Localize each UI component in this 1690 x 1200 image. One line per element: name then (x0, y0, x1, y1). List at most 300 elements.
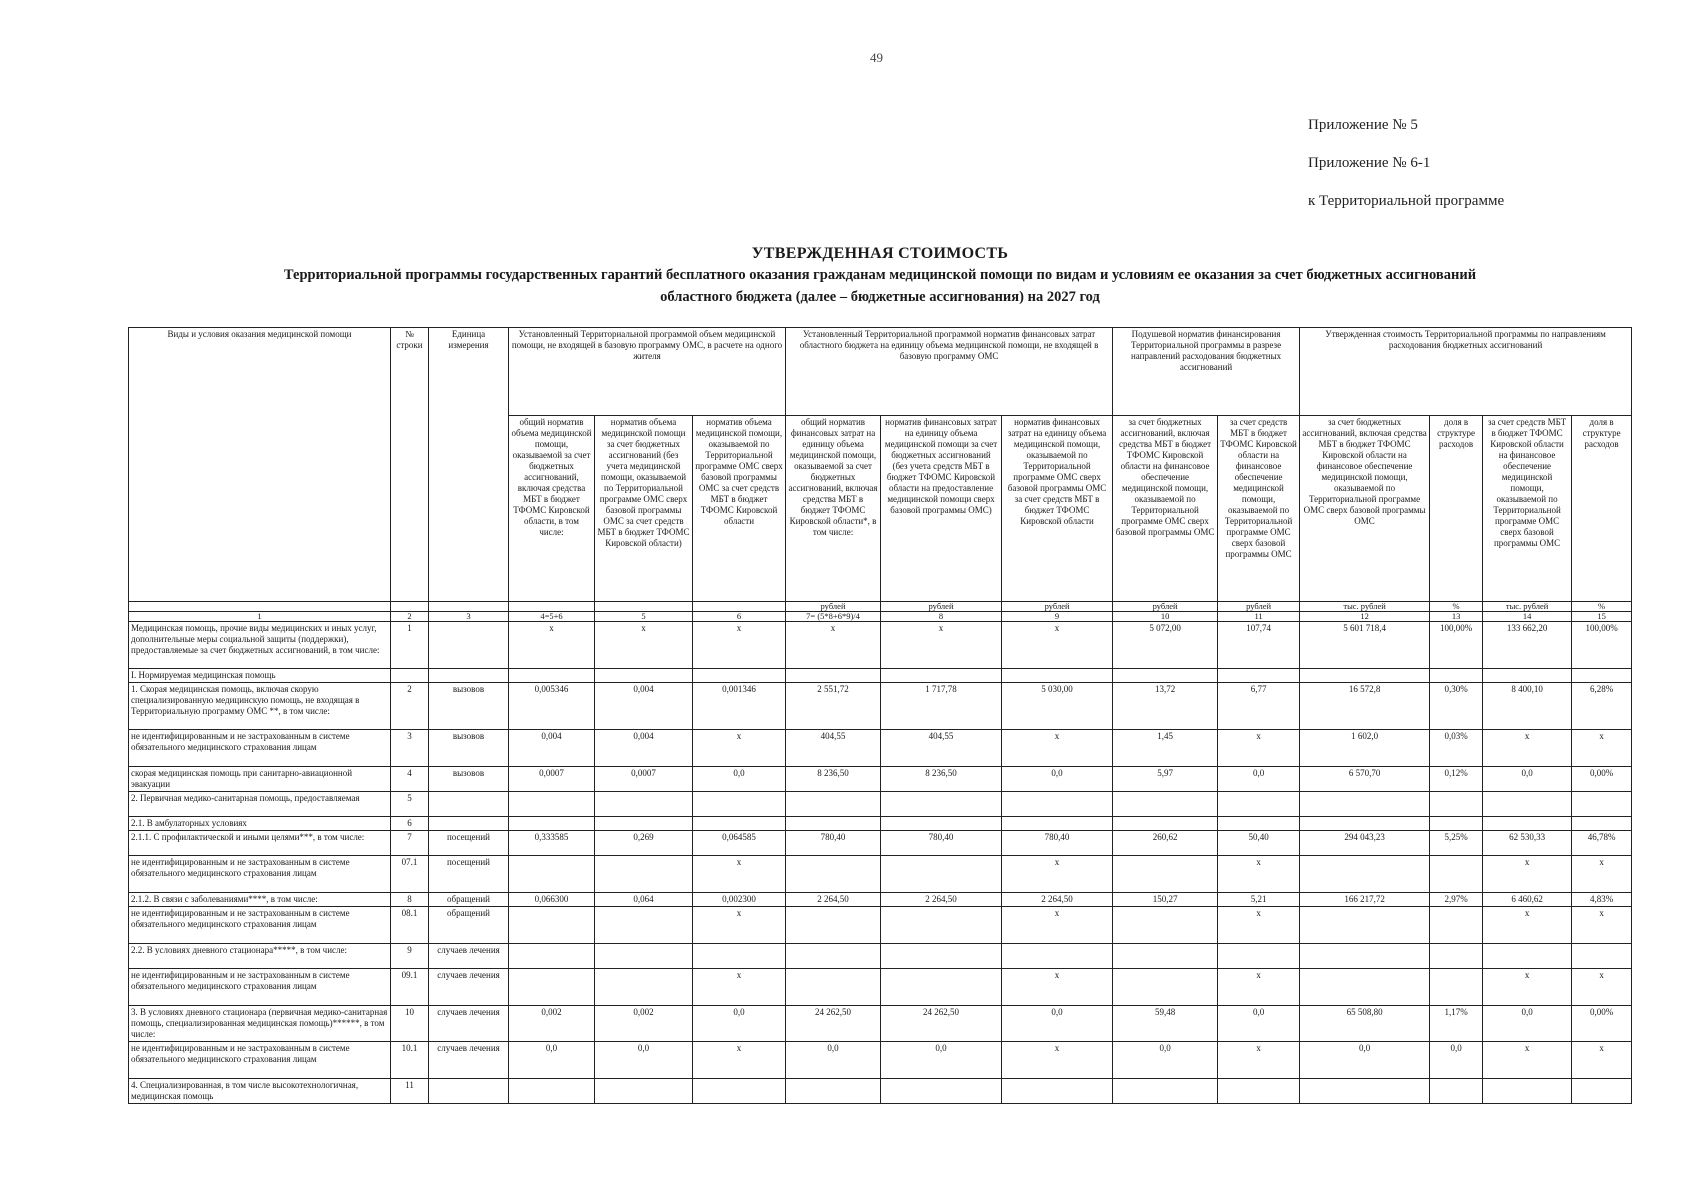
table-cell: 0,12% (1430, 767, 1483, 792)
table-cell: I. Нормируемая медицинская помощь (129, 669, 391, 683)
table-cell: 0,30% (1430, 683, 1483, 730)
table-cell: x (1002, 1042, 1113, 1079)
table-body (129, 602, 1632, 1104)
table-cell: рублей (881, 602, 1002, 612)
table-cell (786, 856, 881, 893)
table-cell: рублей (1218, 602, 1300, 612)
table-cell (1300, 792, 1430, 817)
table-cell: 50,40 (1218, 831, 1300, 856)
table-cell (881, 944, 1002, 969)
table-cell: 8 236,50 (881, 767, 1002, 792)
table-cell: 16 572,8 (1300, 683, 1430, 730)
subheader-c10: за счет бюджетных ассигнований, включая средства МБТ в бюджет ТФОМС Кировской области на финансовое обеспечение медицинской помощи, оказываемой по Территориальной программе ОМС сверх базовой программы ОМС (1113, 416, 1218, 602)
table-cell: 0,004 (595, 683, 693, 730)
table-cell: 0,0 (1483, 767, 1572, 792)
header-kinds: Виды и условия оказания медицинской помощи (129, 328, 391, 602)
table-cell: 10 (1113, 612, 1218, 622)
table-cell: 12 (1300, 612, 1430, 622)
table-cell (881, 669, 1002, 683)
table-cell: x (1572, 907, 1632, 944)
table-cell (786, 1079, 881, 1104)
table-cell: 7 (391, 831, 429, 856)
table-cell (1300, 817, 1430, 831)
table-cell: x (881, 622, 1002, 669)
table-cell (429, 622, 509, 669)
table-cell (595, 856, 693, 893)
table-cell: 14 (1483, 612, 1572, 622)
table-cell: 4. Специализированная, в том числе высокотехнологичная, медицинская помощь (129, 1079, 391, 1104)
table-row (129, 622, 1632, 669)
table-cell: 8 (881, 612, 1002, 622)
table-cell: 4 (391, 767, 429, 792)
table-cell (429, 792, 509, 817)
header-per-capita: Подушевой норматив финансирования Территориальной программы в разрезе направлений расходования бюджетных ассигнований (1113, 328, 1300, 416)
appendix-line-1: Приложение № 5 (1308, 117, 1418, 133)
table-cell: 0,001346 (693, 683, 786, 730)
table-cell: вызовов (429, 683, 509, 730)
table-cell: 46,78% (1572, 831, 1632, 856)
table-cell: 0,002300 (693, 893, 786, 907)
table-cell: 0,064585 (693, 831, 786, 856)
table-cell (509, 792, 595, 817)
table-cell (1300, 856, 1430, 893)
table-cell: 5,21 (1218, 893, 1300, 907)
table-cell: Медицинская помощь, прочие виды медицинских и иных услуг, дополнительные меры социальной защиты (поддержки), предоставляемые за счет бюджетных ассигнований, в том числе: (129, 622, 391, 669)
table-cell: x (693, 1042, 786, 1079)
table-cell (1113, 856, 1218, 893)
table-cell (1572, 1079, 1632, 1104)
table-cell: 24 262,50 (881, 1006, 1002, 1042)
table-cell (1218, 669, 1300, 683)
table-cell: скорая медицинская помощь при санитарно-авиационной эвакуации (129, 767, 391, 792)
table-header-row (129, 328, 1632, 416)
table-cell: 24 262,50 (786, 1006, 881, 1042)
table-cell: 65 508,80 (1300, 1006, 1430, 1042)
table-cell: 13 (1430, 612, 1483, 622)
subheader-c13: доля в структуре расходов (1430, 416, 1483, 602)
table-cell: тыс. рублей (1300, 602, 1430, 612)
appendix-line-2: Приложение № 6-1 (1308, 155, 1431, 171)
table-cell: 4=5+6 (509, 612, 595, 622)
table-cell: вызовов (429, 767, 509, 792)
table-cell (429, 669, 509, 683)
table-cell: 11 (1218, 612, 1300, 622)
table-cell (1113, 792, 1218, 817)
table-cell (1113, 817, 1218, 831)
table-cell: x (1572, 730, 1632, 767)
subheader-c14: за счет средств МБТ в бюджет ТФОМС Кировской области на финансовое обеспечение медицинской помощи, оказываемой по Территориальной программе ОМС сверх базовой программы ОМС (1483, 416, 1572, 602)
table-cell: x (693, 969, 786, 1006)
table-row (129, 1006, 1632, 1042)
table-cell: 3. В условиях дневного стационара (первичная медико-санитарная помощь, специализированная медицинская помощь)******, в том числе: (129, 1006, 391, 1042)
table-cell: x (595, 622, 693, 669)
table-cell (595, 817, 693, 831)
table-cell: 1 717,78 (881, 683, 1002, 730)
table-cell (1483, 944, 1572, 969)
table-cell: 0,333585 (509, 831, 595, 856)
table-cell: 2.1.2. В связи с заболеваниями****, в том числе: (129, 893, 391, 907)
subheader-c9: норматив финансовых затрат на единицу объема медицинской помощи, оказываемой по Территориальной программе ОМС сверх базовой программы ОМС за счет средств МБТ в бюджет ТФОМС Кировской области (1002, 416, 1113, 602)
table-cell: 0,0007 (509, 767, 595, 792)
table-cell: 2,97% (1430, 893, 1483, 907)
table-cell: рублей (1002, 602, 1113, 612)
table-cell: 5 601 718,4 (1300, 622, 1430, 669)
table-cell (786, 669, 881, 683)
table-cell: 150,27 (1113, 893, 1218, 907)
table-cell (1483, 817, 1572, 831)
table-cell (429, 1079, 509, 1104)
subheader-c5: норматив объема медицинской помощи за счет бюджетных ассигнований (без учета медицинской помощи, оказываемой по Территориальной программе ОМС сверх базовой программы ОМС за счет средств МБТ в бюджет ТФОМС Кировской области) (595, 416, 693, 602)
table-cell: 0,004 (509, 730, 595, 767)
subheader-c15: доля в структуре расходов (1572, 416, 1632, 602)
table-cell: 2 (391, 683, 429, 730)
table-row (129, 831, 1632, 856)
table-cell: x (1572, 856, 1632, 893)
table-cell (693, 944, 786, 969)
title-main: УТВЕРЖДЕННАЯ СТОИМОСТЬ (751, 245, 1009, 262)
table-row (129, 669, 1632, 683)
table-cell (1430, 856, 1483, 893)
table-cell: x (1218, 1042, 1300, 1079)
cost-table (128, 327, 1632, 1104)
table-cell (786, 944, 881, 969)
table-cell: 0,0 (1430, 1042, 1483, 1079)
table-cell: 6 460,62 (1483, 893, 1572, 907)
table-cell: 6 (391, 817, 429, 831)
table-cell (881, 907, 1002, 944)
table-cell (1300, 969, 1430, 1006)
subheader-c12: за счет бюджетных ассигнований, включая средства МБТ в бюджет ТФОМС Кировской области на финансовое обеспечение медицинской помощи, оказываемой по Территориальной программе ОМС сверх базовой программы ОМС (1300, 416, 1430, 602)
table-cell: 6 (693, 612, 786, 622)
table-cell: случаев лечения (429, 1042, 509, 1079)
table-row (129, 969, 1632, 1006)
table-row (129, 907, 1632, 944)
table-cell (693, 669, 786, 683)
table-cell: 0,002 (509, 1006, 595, 1042)
table-cell: тыс. рублей (1483, 602, 1572, 612)
table-cell (391, 669, 429, 683)
table-cell: рублей (1113, 602, 1218, 612)
table-row (129, 944, 1632, 969)
table-cell: 0,0 (1002, 1006, 1113, 1042)
table-cell (595, 669, 693, 683)
header-unit: Единица измерения (429, 328, 509, 602)
table-cell: 10 (391, 1006, 429, 1042)
table-cell (509, 1079, 595, 1104)
table-cell: 2 (391, 612, 429, 622)
table-cell: 260,62 (1113, 831, 1218, 856)
table-cell: 15 (1572, 612, 1632, 622)
table-cell (129, 602, 391, 612)
table-row (129, 893, 1632, 907)
table-cell: не идентифицированным и не застрахованным в системе обязательного медицинского страхования лицам (129, 856, 391, 893)
table-cell (1483, 1079, 1572, 1104)
table-cell: 133 662,20 (1483, 622, 1572, 669)
page-number: 49 (870, 50, 883, 65)
table-cell (1430, 944, 1483, 969)
table-cell: 404,55 (881, 730, 1002, 767)
table-cell (1483, 792, 1572, 817)
table-row (129, 856, 1632, 893)
table-row (129, 767, 1632, 792)
table-cell: 2.1.1. С профилактической и иными целями***, в том числе: (129, 831, 391, 856)
table-cell: 0,0 (881, 1042, 1002, 1079)
table-cell (881, 817, 1002, 831)
table-cell: 0,269 (595, 831, 693, 856)
table-cell: x (1218, 969, 1300, 1006)
table-cell: 5,25% (1430, 831, 1483, 856)
table-cell: 1 602,0 (1300, 730, 1430, 767)
table-cell: 100,00% (1572, 622, 1632, 669)
table-cell: x (1218, 907, 1300, 944)
table-cell: 0,00% (1572, 767, 1632, 792)
table-cell: 6,77 (1218, 683, 1300, 730)
table-cell: 0,0 (693, 767, 786, 792)
table-cell: 0,0 (1002, 767, 1113, 792)
table-cell (595, 1079, 693, 1104)
table-cell: 5 030,00 (1002, 683, 1113, 730)
table-cell (1300, 669, 1430, 683)
table-cell: x (1572, 1042, 1632, 1079)
table-cell: 0,0 (1218, 767, 1300, 792)
table-cell (509, 669, 595, 683)
table-cell: 0,0 (693, 1006, 786, 1042)
table-cell: 0,004 (595, 730, 693, 767)
table-cell (1483, 669, 1572, 683)
table-cell (881, 856, 1002, 893)
table-cell (693, 1079, 786, 1104)
table-cell (881, 792, 1002, 817)
table-cell (1300, 1079, 1430, 1104)
header-volume: Установленный Территориальной программой объем медицинской помощи, не входящей в базовую программу ОМС, в расчете на одного жителя (509, 328, 786, 416)
table-cell (693, 602, 786, 612)
table-cell (786, 792, 881, 817)
table-cell (1113, 1079, 1218, 1104)
table-cell (1572, 817, 1632, 831)
table-cell: x (693, 730, 786, 767)
table-cell (595, 944, 693, 969)
table-cell (509, 907, 595, 944)
table-cell: 0,0 (595, 1042, 693, 1079)
table-cell: 0,064 (595, 893, 693, 907)
table-cell: 5 (391, 792, 429, 817)
table-cell (595, 602, 693, 612)
table-cell: 780,40 (786, 831, 881, 856)
table-cell: 09.1 (391, 969, 429, 1006)
table-cell: 8 400,10 (1483, 683, 1572, 730)
table-cell (509, 944, 595, 969)
table-cell: 1,17% (1430, 1006, 1483, 1042)
table-cell: 780,40 (881, 831, 1002, 856)
table-cell: 166 217,72 (1300, 893, 1430, 907)
table-cell: x (1218, 856, 1300, 893)
table-cell: 9 (1002, 612, 1113, 622)
table-cell: 3 (391, 730, 429, 767)
table-cell (1113, 907, 1218, 944)
table-cell: не идентифицированным и не застрахованным в системе обязательного медицинского страхования лицам (129, 907, 391, 944)
table-cell: 0,0 (1300, 1042, 1430, 1079)
table-cell: случаев лечения (429, 944, 509, 969)
table-cell: x (509, 622, 595, 669)
table-cell: 2 551,72 (786, 683, 881, 730)
table-cell: 1 (129, 612, 391, 622)
table-cell (1218, 817, 1300, 831)
table-cell: x (1483, 1042, 1572, 1079)
table-cell: не идентифицированным и не застрахованным в системе обязательного медицинского страхования лицам (129, 969, 391, 1006)
table-cell: 0,00% (1572, 1006, 1632, 1042)
table-cell: 1. Скорая медицинская помощь, включая скорую специализированную медицинскую помощь, не входящая в Территориальную программу ОМС **, в том числе: (129, 683, 391, 730)
table-cell: 4,83% (1572, 893, 1632, 907)
units-row (129, 602, 1632, 612)
table-cell: 9 (391, 944, 429, 969)
table-cell: посещений (429, 831, 509, 856)
table-cell (1430, 669, 1483, 683)
table-cell: 10.1 (391, 1042, 429, 1079)
subheader-c7: общий норматив финансовых затрат на единицу объема медицинской помощи, оказываемой за счет бюджетных ассигнований, включая средства МБТ в бюджет ТФОМС Кировской области*, в том числе: (786, 416, 881, 602)
table-cell: 07.1 (391, 856, 429, 893)
table-cell: x (1483, 856, 1572, 893)
table-cell (1002, 944, 1113, 969)
table-cell (595, 907, 693, 944)
table-cell: 0,0007 (595, 767, 693, 792)
table-row (129, 1079, 1632, 1104)
table-cell (1002, 817, 1113, 831)
table-cell: 7= (5*8+6*9)/4 (786, 612, 881, 622)
table-cell: 59,48 (1113, 1006, 1218, 1042)
table-cell (595, 792, 693, 817)
table-cell (1430, 969, 1483, 1006)
table-cell: x (1002, 730, 1113, 767)
table-cell: 5 072,00 (1113, 622, 1218, 669)
table-cell (1430, 907, 1483, 944)
table-cell: 0,005346 (509, 683, 595, 730)
table-cell: 2 264,50 (1002, 893, 1113, 907)
table-cell (429, 817, 509, 831)
table-cell: 11 (391, 1079, 429, 1104)
header-row-no: № строки (391, 328, 429, 602)
table-cell: 100,00% (1430, 622, 1483, 669)
subheader-c6: норматив объема медицинской помощи, оказываемой по Территориальной программе ОМС сверх базовой программы ОМС за счет средств МБТ в бюджет ТФОМС Кировской области (693, 416, 786, 602)
table-cell: % (1572, 602, 1632, 612)
table-cell: 2.2. В условиях дневного стационара*****, в том числе: (129, 944, 391, 969)
subheader-c8: норматив финансовых затрат на единицу объема медицинской помощи за счет бюджетных ассигнований (без учета средств МБТ в бюджет ТФОМС Кировской области на предоставление медицинской помощи сверх базовой программы ОМС) (881, 416, 1002, 602)
table-cell (1218, 1079, 1300, 1104)
appendix-line-3: к Территориальной программе (1308, 193, 1505, 209)
table-row (129, 730, 1632, 767)
table-cell: 5 (595, 612, 693, 622)
table-cell: обращений (429, 907, 509, 944)
table-cell: посещений (429, 856, 509, 893)
table-row (129, 792, 1632, 817)
table-cell (595, 969, 693, 1006)
table-cell: 6,28% (1572, 683, 1632, 730)
table-cell (881, 1079, 1002, 1104)
table-cell: 3 (429, 612, 509, 622)
table-row (129, 1042, 1632, 1079)
table-cell: 62 530,33 (1483, 831, 1572, 856)
table-cell (429, 602, 509, 612)
table-cell (1572, 669, 1632, 683)
table-cell: 0,0 (1218, 1006, 1300, 1042)
table-row (129, 817, 1632, 831)
table-cell (509, 602, 595, 612)
table-cell (1430, 817, 1483, 831)
table-cell: x (1483, 969, 1572, 1006)
table-cell: 8 236,50 (786, 767, 881, 792)
table-cell: 0,066300 (509, 893, 595, 907)
table-cell (391, 602, 429, 612)
table-cell: x (786, 622, 881, 669)
table-cell (509, 817, 595, 831)
table-cell (1113, 669, 1218, 683)
table-cell: 1 (391, 622, 429, 669)
table-cell (786, 907, 881, 944)
header-cost-norm: Установленный Территориальной программой норматив финансовых затрат областного бюджета на единицу объема медицинской помощи, не входящей в базовую программу ОМС (786, 328, 1113, 416)
column-numbers-row (129, 612, 1632, 622)
table-cell (786, 817, 881, 831)
table-cell: x (1002, 907, 1113, 944)
title-line-2: областного бюджета (далее – бюджетные ассигнования) на 2027 год (660, 289, 1100, 305)
table-cell (1430, 792, 1483, 817)
table-cell: 2. Первичная медико-санитарная помощь, предоставляемая (129, 792, 391, 817)
table-cell: 6 570,70 (1300, 767, 1430, 792)
table-cell: 0,0 (1483, 1006, 1572, 1042)
table-cell: 780,40 (1002, 831, 1113, 856)
table-cell (1572, 944, 1632, 969)
table-cell: x (1483, 907, 1572, 944)
table-cell (693, 792, 786, 817)
table-cell (1002, 792, 1113, 817)
table-cell (509, 856, 595, 893)
header-approved: Утвержденная стоимость Территориальной программы по направлениям расходования бюджетных ассигнований (1300, 328, 1632, 416)
table-cell: 13,72 (1113, 683, 1218, 730)
document-title (120, 245, 1640, 307)
table-cell (693, 817, 786, 831)
table-cell: x (693, 622, 786, 669)
table-cell: не идентифицированным и не застрахованным в системе обязательного медицинского страхования лицам (129, 1042, 391, 1079)
table-cell (1002, 669, 1113, 683)
table-cell: 0,0 (1113, 1042, 1218, 1079)
table-cell: 08.1 (391, 907, 429, 944)
table-cell: 294 043,23 (1300, 831, 1430, 856)
table-cell: 2.1. В амбулаторных условиях (129, 817, 391, 831)
table-cell: x (693, 907, 786, 944)
table-cell: 2 264,50 (786, 893, 881, 907)
table-cell (881, 969, 1002, 1006)
table-cell: x (1002, 856, 1113, 893)
table-cell (1002, 1079, 1113, 1104)
table-cell: 0,0 (786, 1042, 881, 1079)
subheader-c11: за счет средств МБТ в бюджет ТФОМС Кировской области на финансовое обеспечение медицинской помощи, оказываемой по Территориальной программе ОМС сверх базовой программы ОМС (1218, 416, 1300, 602)
table-cell (1218, 944, 1300, 969)
table-cell: не идентифицированным и не застрахованным в системе обязательного медицинского страхования лицам (129, 730, 391, 767)
table-cell (1113, 944, 1218, 969)
subheader-c4: общий норматив объема медицинской помощи, оказываемой за счет бюджетных ассигнований, включая средства МБТ в бюджет ТФОМС Кировской области, в том числе: (509, 416, 595, 602)
table-cell (1113, 969, 1218, 1006)
table-cell: x (1483, 730, 1572, 767)
table-cell (786, 969, 881, 1006)
table-cell: x (1002, 969, 1113, 1006)
table-cell: 0,002 (595, 1006, 693, 1042)
table-cell: 107,74 (1218, 622, 1300, 669)
table-cell: x (1218, 730, 1300, 767)
table-cell (1300, 907, 1430, 944)
table-row (129, 683, 1632, 730)
table-cell (1572, 792, 1632, 817)
table-cell: 1,45 (1113, 730, 1218, 767)
table-cell: x (1002, 622, 1113, 669)
table-cell (1218, 792, 1300, 817)
